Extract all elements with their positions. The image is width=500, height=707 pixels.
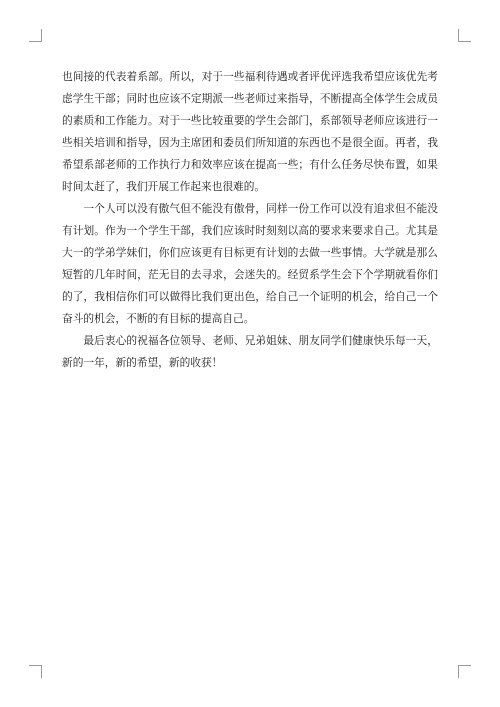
paragraph-1: 也间接的代表着系部。所以，对于一些福利待遇或者评优评选我希望应该优先考虑学生干部；同时也应该不定期派一些老师过来指导，不断提高全体学生会成员的素质和工作能力。对于一些比较重要的学生会部门，系部领导老师应该进行一些相关培训和指导，因为主席团和委员们所知道的东西也不是很全面。再者，我希望系部老师的工作执行力和效率应该在提高一些；有什么任务尽快布置，如果时间太赶了，我们开展工作起来也很难的。 [62, 70, 438, 193]
paragraph-2: 一个人可以没有傲气但不能没有傲骨，同样一份工作可以没有追求但不能没有计划。作为一个学生干部，我们应该时时刻刻以高的要求来要求自己。尤其是大一的学弟学妹们，你们应该更有目标更有计划的去做一些事情。大学就是那么短暂的几年时间，茫无目的去寻求，会迷失的。经贸系学生会下个学期就看你们的了，我相信你们可以做得比我们更出色，给自己一个证明的机会，给自己一个奋斗的机会，不断的有目标的提高自己。 [62, 202, 438, 325]
crop-mark-bottom-left [29, 665, 42, 678]
crop-mark-top-left [29, 29, 42, 42]
document-body [62, 66, 438, 374]
paragraph-3: 最后衷心的祝福各位领导、老师、兄弟姐妹、朋友同学们健康快乐每一天，新的一年，新的希望，新的收获！ [62, 334, 438, 369]
crop-mark-bottom-right [458, 665, 471, 678]
crop-mark-top-right [458, 29, 471, 42]
